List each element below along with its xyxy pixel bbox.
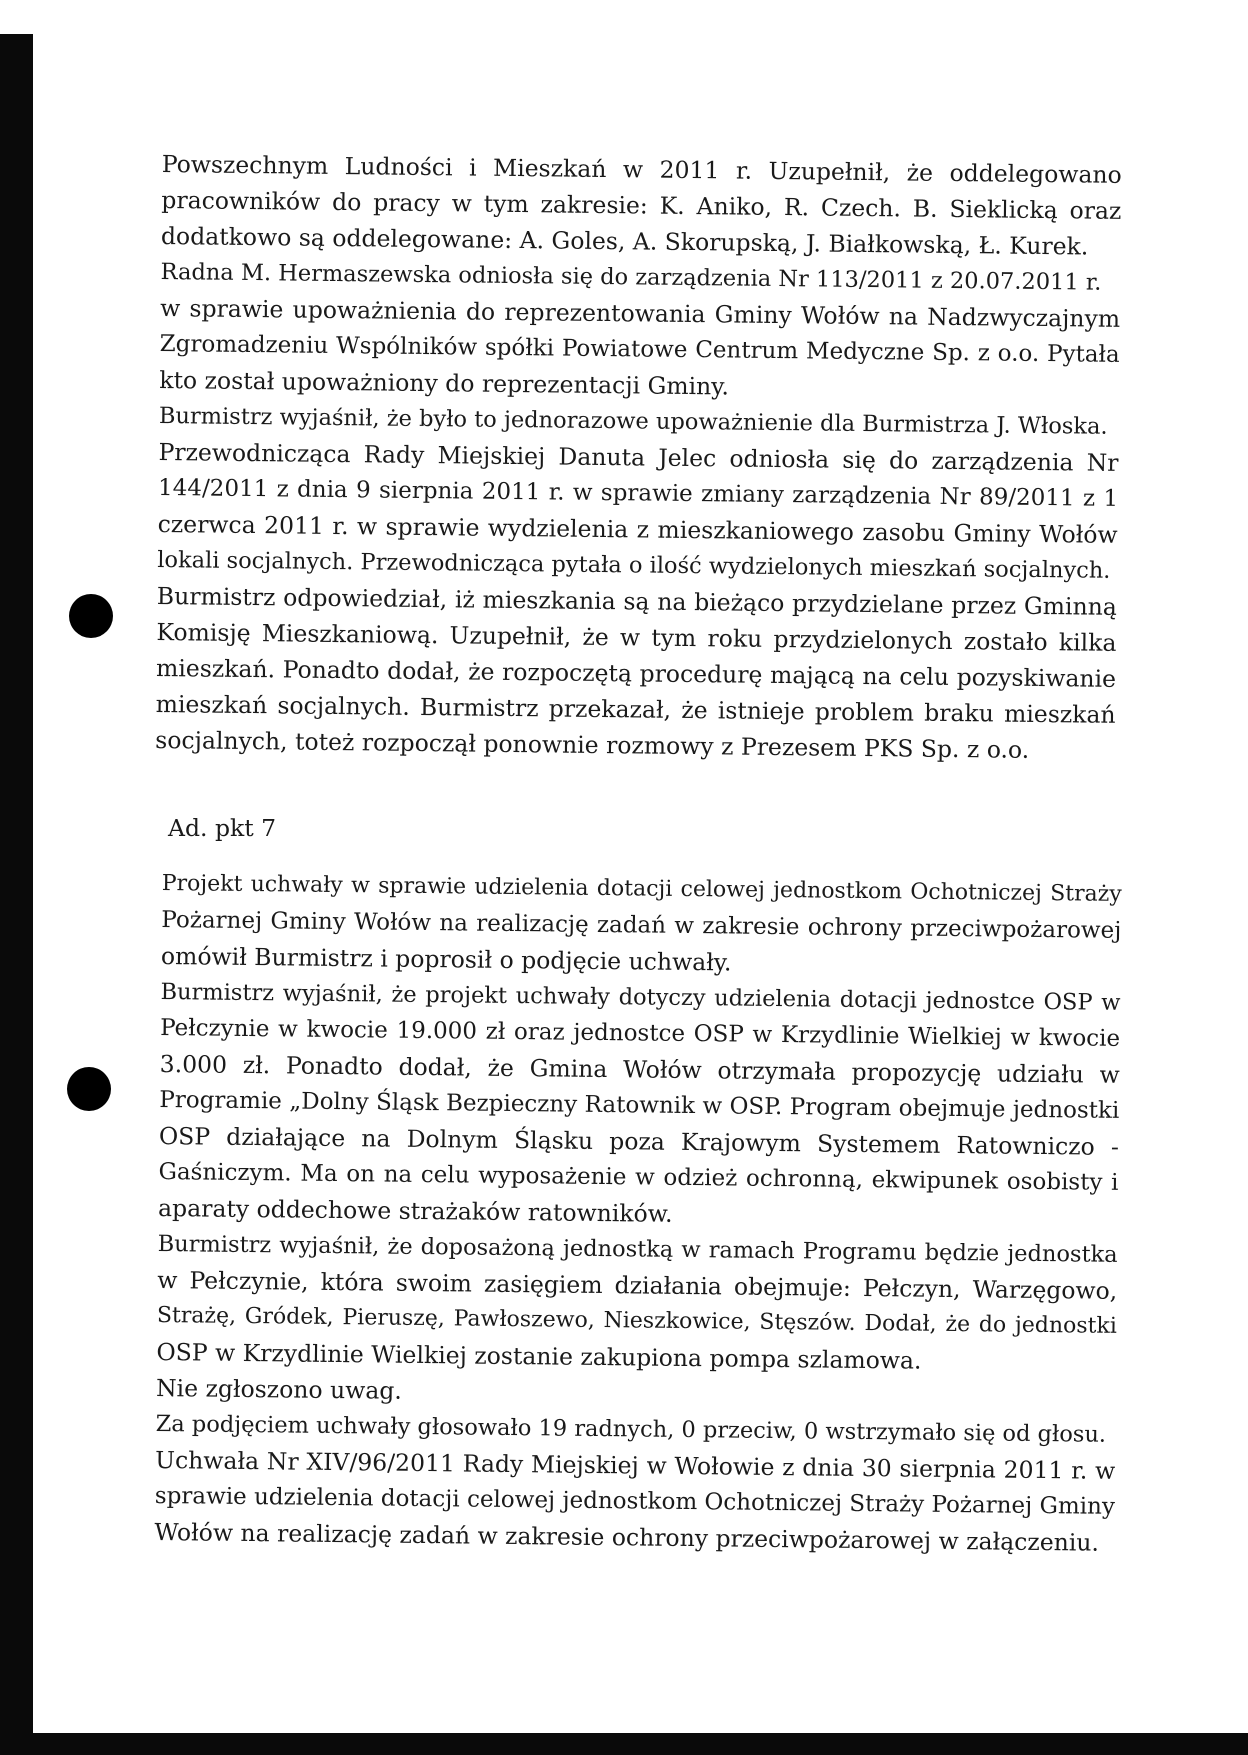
text-line: pracowników do pracy w tym zakresie: K. Aniko, R. Czech. B. Sieklicką oraz: [161, 185, 1122, 225]
text-line: Burmistrz wyjaśnił, że projekt uchwały dotyczy udzielenia dotacji jednostce OSP w: [160, 978, 1121, 1016]
section-heading: Ad. pkt 7: [168, 814, 277, 842]
text-line: Burmistrz wyjaśnił, że było to jednorazowe upoważnienie dla Burmistrza J. Włoska.: [158, 402, 1108, 440]
text-line: w Pełczynie, która swoim zasięgiem działania obejmuje: Pełczyn, Warzęgowo,: [157, 1265, 1118, 1305]
text-line: Powszechnym Ludności i Mieszkań w 2011 r. Uzupełnił, że oddelegowano: [161, 149, 1122, 189]
text-line: czerwca 2011 r. w sprawie wydzielenia z mieszkaniowego zasobu Gminy Wołów: [157, 509, 1118, 549]
text-line: omówił Burmistrz i poprosił o podjęcie uchwały.: [160, 941, 732, 977]
text-line: Uchwała Nr XIV/96/2011 Rady Miejskiej w Wołowie z dnia 30 sierpnia 2011 r. w: [155, 1445, 1116, 1485]
text-line: Zgromadzeniu Wspólników spółki Powiatowe Centrum Medyczne Sp. z o.o. Pytała: [159, 330, 1120, 368]
text-line: aparaty oddechowe strażaków ratowników.: [157, 1193, 673, 1228]
text-line: Radna M. Hermaszewska odniosła się do zarządzenia Nr 113/2011 z 20.07.2011 r.: [160, 258, 1102, 296]
text-line: kto został upoważniony do reprezentacji Gminy.: [159, 365, 730, 401]
text-line: Programie „Dolny Śląsk Bezpieczny Ratownik w OSP. Program obejmuje jednostki: [159, 1086, 1120, 1124]
scan-bottom-border: [0, 1733, 1248, 1755]
text-line: dodatkowo są oddelegowane: A. Goles, A. Skorupską, J. Białkowską, Ł. Kurek.: [160, 221, 1089, 261]
section2-paragraphs: [154, 866, 1122, 1561]
text-line: lokali socjalnych. Przewodnicząca pytała o ilość wydzielonych mieszkań socjalnych.: [157, 546, 1111, 584]
text-line: w sprawie upoważnienia do reprezentowania Gminy Wołów na Nadzwyczajnym: [160, 293, 1121, 333]
text-line: 144/2011 z dnia 9 sierpnia 2011 r. w sprawie zmiany zarządzenia Nr 89/2011 z 1: [157, 474, 1119, 512]
scan-left-border: [0, 34, 33, 1755]
text-line: OSP w Krzydlinie Wielkiej zostanie zakupiona pompa szlamowa.: [156, 1337, 922, 1375]
text-line: OSP działające na Dolnym Śląsku poza Krajowym Systemem Ratowniczo -: [158, 1121, 1120, 1161]
punch-hole-bottom: [67, 1067, 111, 1111]
text-line: 3.000 zł. Ponadto dodał, że Gmina Wołów otrzymała propozycję udziału w: [159, 1049, 1120, 1089]
text-line: Pożarnej Gminy Wołów na realizację zadań w zakresie ochrony przeciwpożarowej: [161, 906, 1122, 944]
punch-hole-top: [69, 594, 113, 638]
text-line: socjalnych, toteż rozpoczął ponownie rozmowy z Prezesem PKS Sp. z o.o.: [155, 725, 1030, 764]
text-line: Burmistrz wyjaśnił, że doposażoną jednostką w ramach Programu będzie jednostka: [157, 1230, 1118, 1268]
text-line: Burmistrz odpowiedział, iż mieszkania są na bieżąco przydzielane przez Gminną: [156, 581, 1117, 621]
text-line: mieszkań socjalnych. Burmistrz przekazał, że istnieje problem braku mieszkań: [155, 689, 1116, 729]
text-line: Wołów na realizację zadań w zakresie ochrony przeciwpożarowej w załączeniu.: [154, 1517, 1100, 1557]
section1-paragraphs: [155, 146, 1122, 769]
text-line: Przewodnicząca Rady Miejskiej Danuta Jelec odniosła się do zarządzenia Nr: [158, 437, 1119, 477]
text-line: sprawie udzielenia dotacji celowej jednostkom Ochotniczej Straży Pożarnej Gminy: [154, 1482, 1116, 1520]
text-line: Nie zgłoszono uwag.: [155, 1373, 402, 1405]
text-line: Gaśniczym. Ma on na celu wyposażenie w odzież ochronną, ekwipunek osobisty i: [158, 1158, 1119, 1196]
text-line: Komisję Mieszkaniową. Uzupełnił, że w tym roku przydzielonych zostało kilka: [156, 617, 1117, 657]
text-line: Projekt uchwały w sprawie udzielenia dotacji celowej jednostkom Ochotniczej Straży: [161, 870, 1122, 907]
text-line: Pełczynie w kwocie 19.000 zł oraz jednostce OSP w Krzydlinie Wielkiej w kwocie: [160, 1014, 1121, 1052]
text-line: Za podjęciem uchwały głosowało 19 radnych, 0 przeciw, 0 wstrzymało się od głosu.: [155, 1410, 1107, 1448]
text-line: Strażę, Gródek, Pieruszę, Pawłoszewo, Nieszkowice, Stęszów. Dodał, że do jednostki: [156, 1302, 1117, 1339]
text-line: mieszkań. Ponadto dodał, że rozpoczętą procedurę mającą na celu pozyskiwanie: [155, 653, 1117, 693]
